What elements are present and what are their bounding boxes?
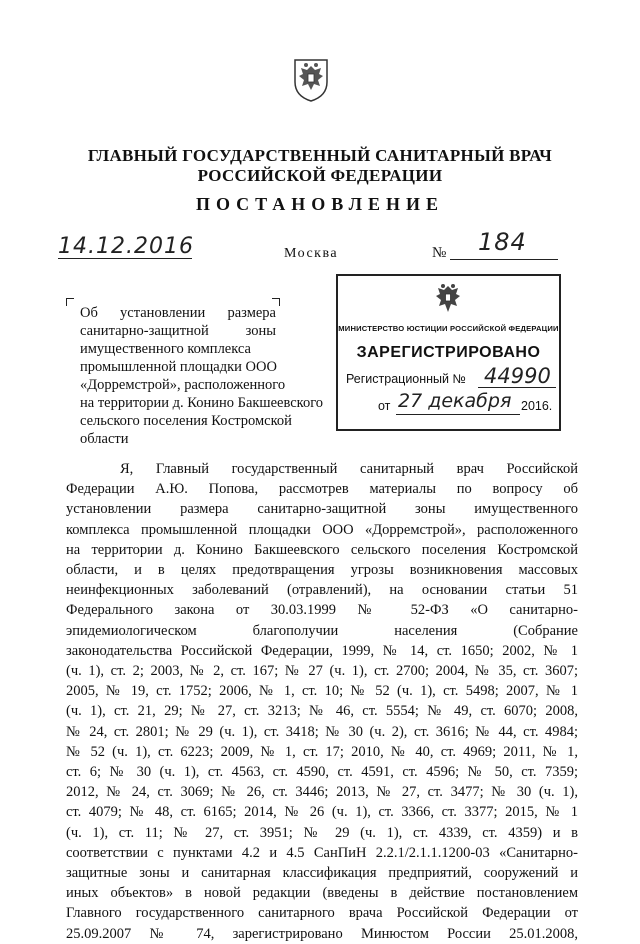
stamp-reg-label: Регистрационный № [346, 372, 466, 386]
document-type: ПОСТАНОВЛЕНИЕ [195, 194, 445, 214]
coat-of-arms-emblem [292, 56, 330, 102]
body-line: Федерации А.Ю. Попова, рассмотрев материалы по вопросу об [66, 481, 578, 498]
subject-line: сельского поселения Костромской [80, 413, 292, 429]
body-line: Я, Главный государственный санитарный врач Российской [120, 461, 578, 477]
subject-line: санитарно-защитной зоны [80, 323, 276, 339]
body-line: законодательства Российской Федерации, 1999, № 14, ст. 1650; 2002, № 1 [66, 642, 578, 659]
body-line: области, и в целях предотвращения угрозы возникновения массовых [66, 562, 578, 579]
body-line: (ч. 1), ст. 21, 29; № 27, ст. 3213; № 46, ст. 5554; № 49, ст. 6070; 2008, [66, 703, 578, 720]
date-underline [58, 258, 192, 259]
body-line: ст. 4079; № 48, ст. 6165; 2014, № 26 (ч. 1), ст. 3366, ст. 3377; 2015, № 1 [66, 804, 578, 821]
body-line: ст. 6; № 30 (ч. 1), ст. 4563, ст. 4590, ст. 4591, ст. 4596; № 50, ст. 7359; [66, 764, 578, 781]
stamp-from-underline [396, 414, 520, 415]
stamp-from-date: 27 декабря [398, 390, 512, 412]
stamp-reg-number: 44990 [484, 364, 551, 388]
document-body [66, 459, 578, 944]
subject-line: промышленной площадки ООО [80, 359, 277, 375]
stamp-year: 2016. [521, 399, 553, 413]
body-line: соответствии с пунктами 4.2 и 4.5 СанПиН 2.2.1/2.1.1.1200-03 «Санитарно- [66, 844, 578, 861]
subject-line: области [80, 431, 129, 447]
body-line: иных объектов» в новой редакции (введены в действие постановлением [66, 885, 578, 902]
body-line: защитные зоны и санитарная классификация предприятий, сооружений и [66, 865, 578, 882]
body-line: комплекса промышленной площадки ООО «Дорремстрой», расположенного [66, 521, 578, 538]
body-line: Федерального закона от 30.03.1999 № 52-ФЗ «О санитарно- [66, 602, 578, 619]
subject-line: Об установлении размера [80, 305, 276, 321]
issuer-title: ГЛАВНЫЙ ГОСУДАРСТВЕННЫЙ САНИТАРНЫЙ ВРАЧ [87, 146, 553, 165]
stamp-emblem-icon [432, 282, 464, 318]
subject-bracket-left [66, 298, 74, 306]
subject-line: «Дорремстрой», расположенного [80, 377, 286, 393]
subject-line: на территории д. Конино Бакшеевского [80, 395, 324, 411]
body-line: 2012, № 24, ст. 3069; № 26, ст. 3446; 2013, № 27, ст. 3477; № 30 (ч. 1), [66, 784, 578, 801]
body-line: № 24, ст. 2801; № 29 (ч. 1), ст. 3418; № 30 (ч. 2), ст. 3616; № 44, ст. 4984; [66, 723, 578, 740]
stamp-registered: ЗАРЕГИСТРИРОВАНО [356, 344, 541, 361]
number-label: № [432, 245, 447, 261]
body-line: (ч. 1), ст. 2; 2003, № 2, ст. 167; № 27 (ч. 1), ст. 2700; 2004, № 35, ст. 3607; [66, 663, 578, 680]
document-subject [80, 304, 324, 448]
subject-line: имущественного комплекса [80, 341, 251, 357]
stamp-from-label: от [378, 399, 391, 413]
body-line: неинфекционных заболеваний (отравлений), на основании статьи 51 [66, 582, 578, 599]
body-line: эпидемиологическом благополучии населения (Собрание [66, 622, 578, 639]
stamp-ministry: МИНИСТЕРСТВО ЮСТИЦИИ РОССИЙСКОЙ ФЕДЕРАЦИИ [338, 324, 559, 333]
body-line: установлении размера санитарно-защитной зоны имущественного [66, 501, 578, 518]
body-line: (ч. 1), ст. 11; № 27, ст. 3951; № 29 (ч. 1), ст. 4339, ст. 4359) и в [66, 824, 578, 841]
document-number: 184 [478, 228, 527, 256]
stamp-reg-underline [478, 387, 556, 388]
registration-stamp [336, 274, 561, 431]
body-line: № 52 (ч. 1), ст. 6223; 2009, № 1, ст. 17; 2010, № 40, ст. 4969; 2011, № 1, [66, 743, 578, 760]
document-date: 14.12.2016 [58, 234, 194, 259]
number-underline [450, 259, 558, 260]
body-line: 2005, № 19, ст. 1752; 2006, № 1, ст. 10; № 52 (ч. 1), ст. 5498; 2007, № 1 [66, 683, 578, 700]
body-line: на территории д. Конино Бакшеевского сельского поселения Костромской [66, 541, 578, 558]
issuer-subtitle: РОССИЙСКОЙ ФЕДЕРАЦИИ [197, 166, 443, 185]
document-city: Москва [284, 246, 339, 261]
body-line: Главного государственного санитарного врача Российской Федерации от [66, 905, 578, 922]
body-line: 25.09.2007 № 74, зарегистрировано Минюстом России 25.01.2008, [66, 925, 578, 942]
